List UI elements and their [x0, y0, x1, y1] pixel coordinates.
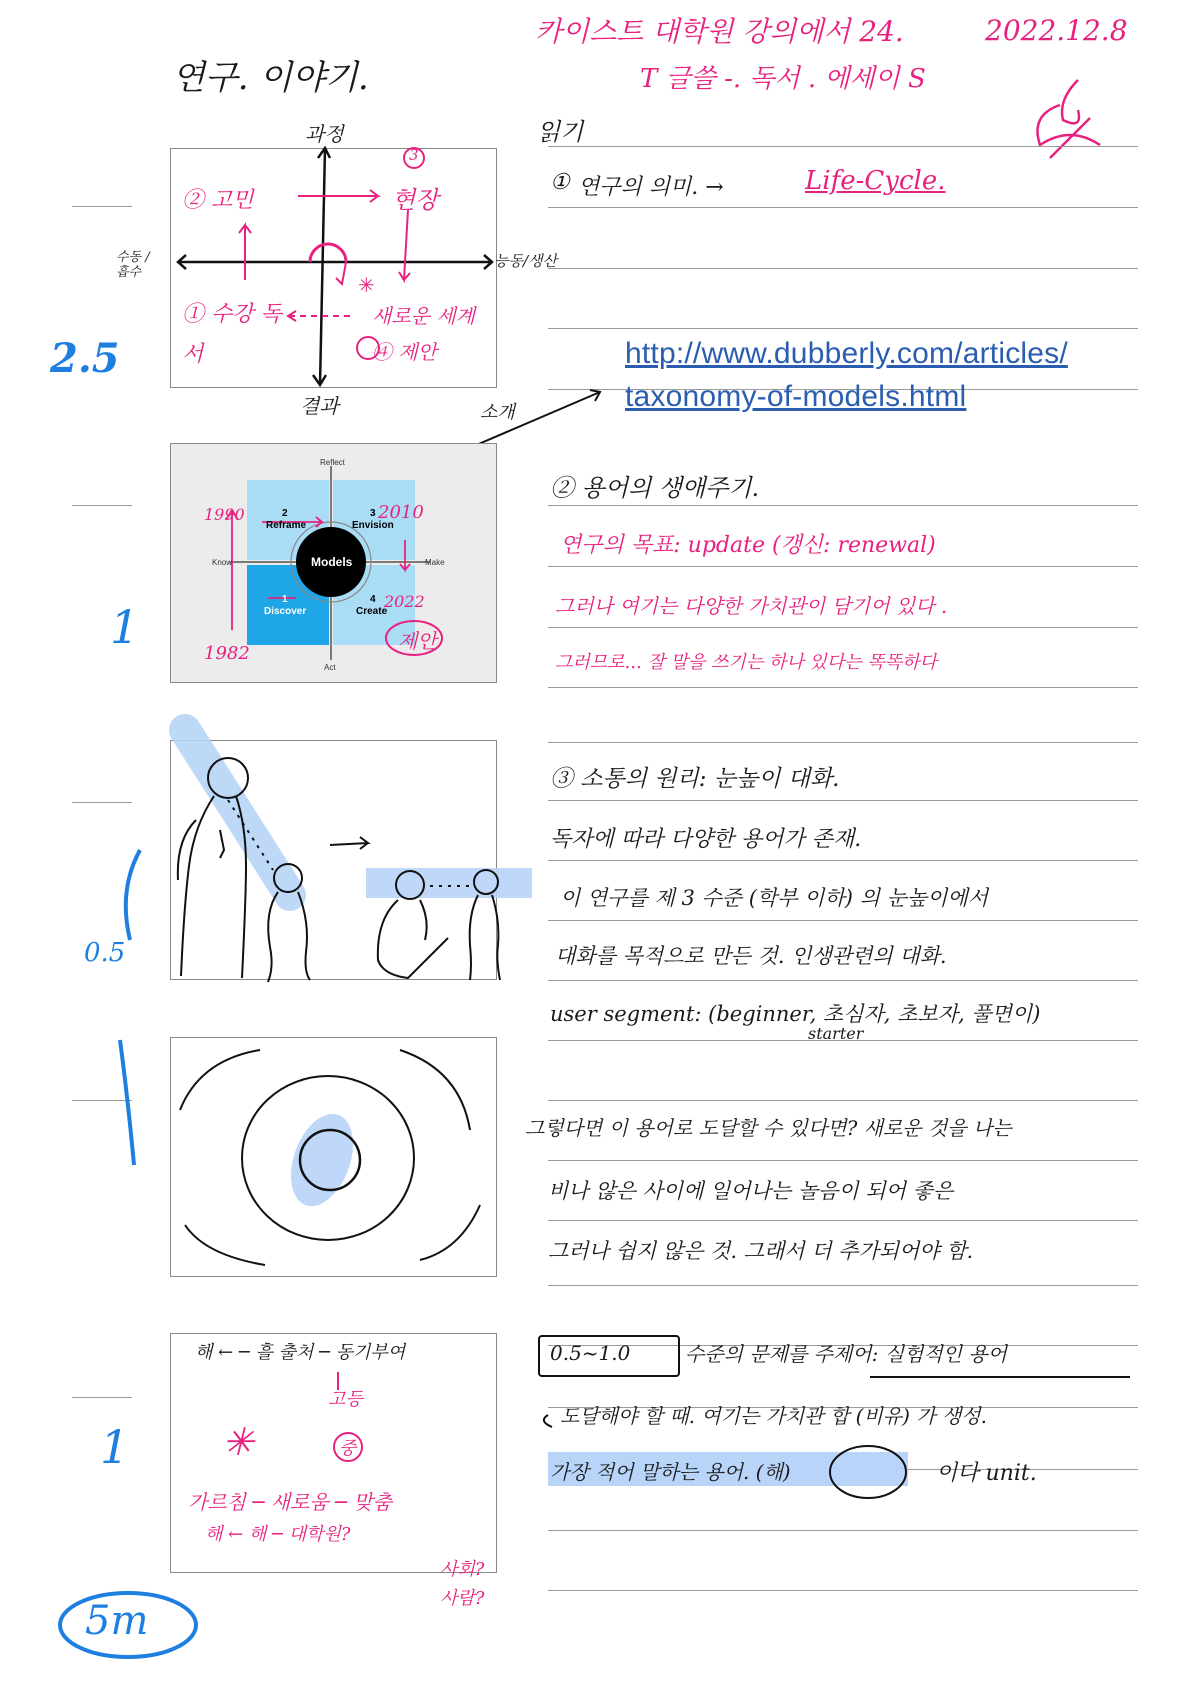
models-q2-label: Reframe — [266, 520, 307, 531]
note-item2-pink3: 그러므로... 잘 말을 쓰기는 하나 있다는 똑똑하다 — [555, 652, 937, 673]
note-item1-num: ① — [550, 170, 570, 195]
note-item1-link: Life-Cycle. — [805, 166, 946, 196]
page-title: 연구. 이야기. — [172, 58, 369, 98]
ann-1982: 1982 — [204, 643, 250, 664]
fig5-pink2: 해 ← 해 ─ 대학원? — [205, 1524, 351, 1545]
score-1-b: 1 — [100, 1420, 130, 1474]
pink-header-line1: 카이스트 대학원 강의에서 24. — [535, 15, 904, 48]
axis-top-label: 과정 — [305, 122, 344, 146]
axis-bottom-label: 결과 — [300, 394, 339, 418]
axis-right-label: 능동/생산 — [494, 252, 558, 270]
quadrant-2-label: ② 고민 — [182, 188, 254, 213]
quadrant-1-label: ① 수강 독서 — [182, 302, 282, 367]
note-item5-a: 수준의 문제를 주제어: 실험적인 용어 — [685, 1342, 1007, 1366]
note-item4-a: 그렇다면 이 용어로 도달할 수 있다면? 새로운 것을 나는 — [525, 1116, 1012, 1140]
models-q3-num: 3 — [370, 508, 376, 519]
models-q4-label: Create — [356, 606, 388, 617]
axis-left-label: 수동 / 흡수 — [116, 250, 150, 280]
note-item3-a: ③ 소통의 원리: 눈높이 대화. — [550, 766, 840, 792]
dubberly-link-line2[interactable]: taxonomy-of-models.html — [625, 380, 967, 413]
pink-header-line2: T 글쓸 -. 독서 . 에세이 S — [640, 64, 926, 94]
fig5-down: 고등 — [328, 1389, 363, 1410]
fig5-star: ✳ — [222, 1420, 254, 1464]
note-item1: 연구의 의미. → — [578, 175, 724, 200]
note-item5-b: 도달해야 할 때. 여기는 가치관 합 (비유) 가 생성. — [560, 1404, 987, 1428]
fig5-circle: 중 — [339, 1438, 357, 1459]
quadrant-3-label: 현장 — [392, 186, 439, 214]
pink-header-date: 2022.12.8 — [985, 14, 1128, 47]
score-2-5: 2.5 — [50, 335, 120, 382]
models-q2-num: 2 — [282, 508, 288, 519]
quadrant-4-label: 새로운 세계 ④ 제안 — [372, 304, 475, 364]
note-item4-b: 비나 않은 사이에 일어나는 놀음이 되어 좋은 — [548, 1179, 954, 1203]
dubberly-link-line1[interactable]: http://www.dubberly.com/articles/ — [625, 337, 1068, 370]
models-bottom-label: Act — [324, 663, 336, 672]
fig5-pink1: 가르침 ─ 새로움 ─ 맞춤 — [188, 1490, 393, 1514]
note-item3-e2: starter — [808, 1024, 864, 1043]
models-q3-label: Envision — [352, 520, 394, 531]
score-1-a: 1 — [110, 600, 140, 654]
note-item3-e: user segment: (beginner, 초심자, 초보자, 풀면이) — [550, 1002, 1041, 1026]
intro-arrow-label: 소개 — [480, 402, 515, 423]
fig5-pink3: 사회? — [440, 1559, 485, 1580]
models-q4-num: 4 — [370, 594, 376, 605]
right-heading: 읽기 — [537, 118, 584, 146]
note-item3-c: 이 연구를 제 3 수준 (학부 이하) 의 눈높이에서 — [560, 886, 989, 910]
models-q1-label: Discover — [264, 606, 307, 617]
models-left-label: Know — [212, 558, 233, 567]
models-right-label: Make — [425, 558, 445, 567]
models-center-label: Models — [311, 555, 353, 569]
note-item5-box-label: 0.5~1.0 — [550, 1341, 631, 1365]
ann-1990: 1990 — [204, 505, 245, 524]
score-0-5: 0.5 — [84, 938, 126, 968]
bottom-circle-label: 5m — [85, 1598, 149, 1644]
note-item5-d: 이다 unit. — [936, 1461, 1037, 1486]
ann-proposal: 제안 — [398, 629, 437, 653]
models-top-label: Reflect — [320, 458, 345, 467]
models-q1-num: 1 — [282, 594, 288, 605]
quadrant-3-num: 3 — [409, 146, 419, 164]
note-item2: ② 용어의 생애주기. — [550, 474, 760, 502]
note-item2-pink2: 그러나 여기는 다양한 가치관이 담기어 있다 . — [555, 594, 948, 618]
fig5-pink4: 사람? — [440, 1588, 485, 1609]
ann-2010: 2010 — [378, 502, 424, 523]
note-item4-c: 그러나 쉽지 않은 것. 그래서 더 추가되어야 함. — [548, 1239, 974, 1263]
note-item5-c: 가장 적어 말하는 용어. (해) — [550, 1460, 791, 1484]
note-item2-pink1: 연구의 목표: update (갱신: renewal) — [560, 533, 936, 558]
note-item3-d: 대화를 목적으로 만든 것. 인생관련의 대화. — [555, 944, 947, 968]
fig5-line1: 해 ← ─ 흘 출처 ─ 동기부여 — [195, 1342, 406, 1363]
note-item3-b: 독자에 따라 다양한 용어가 존재. — [550, 827, 862, 852]
svg-text:✳: ✳ — [358, 273, 375, 297]
ann-2022: 2022 — [384, 592, 425, 611]
